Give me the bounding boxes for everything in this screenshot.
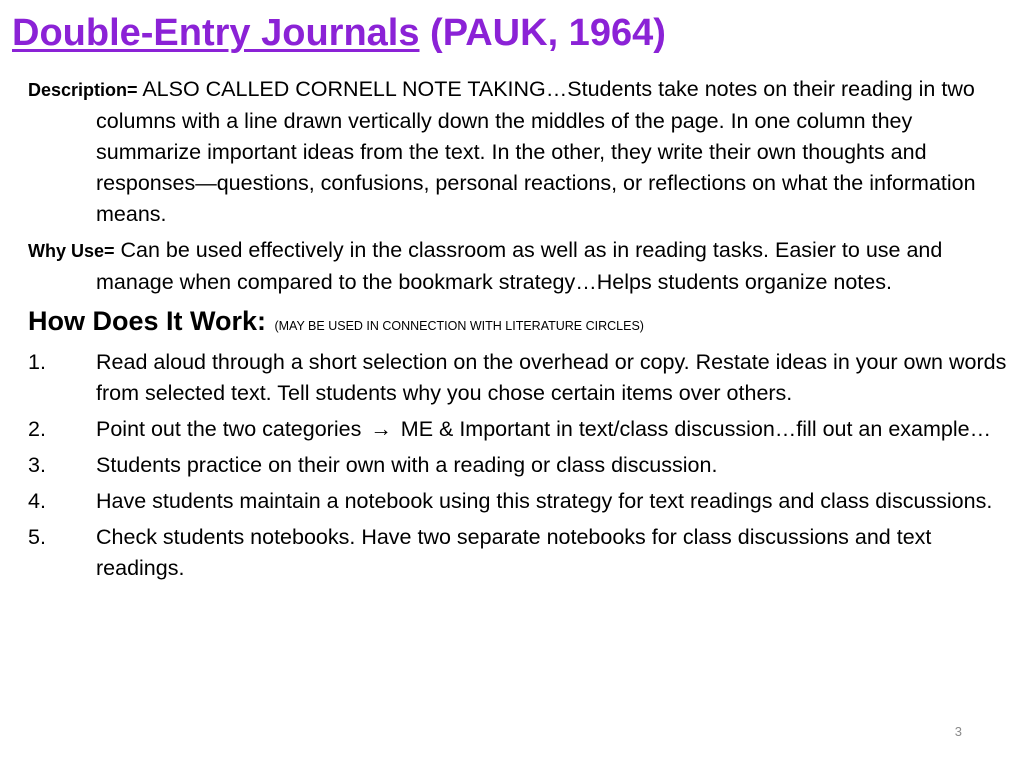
step-text-before-arrow: Point out the two categories xyxy=(96,417,368,441)
step-text-after-arrow: ME & Important in text/class discussion…fill out an example… xyxy=(394,417,992,441)
step-number: 2. xyxy=(28,417,46,441)
step-text: Check students notebooks. Have two separate notebooks for class discussions and text readings. xyxy=(96,525,932,580)
how-it-works-note: (MAY BE USED IN CONNECTION WITH LITERATURE CIRCLES) xyxy=(274,319,644,333)
how-it-works-heading xyxy=(28,304,1013,343)
step-item-2 xyxy=(28,414,1013,445)
page-number: 3 xyxy=(954,724,962,739)
description-paragraph xyxy=(28,74,1013,230)
how-it-works-title: How Does It Work: xyxy=(28,306,267,336)
description-text: ALSO CALLED CORNELL NOTE TAKING…Students take notes on their reading in two columns with a line drawn vertically down the middles of the page. In one column they summarize important ideas from the text. In the other, they write their own thoughts and responses—questions, confusions, personal reactions, or reflections on what the information means. xyxy=(96,77,976,226)
step-number: 4. xyxy=(28,489,46,513)
step-text: Students practice on their own with a reading or class discussion. xyxy=(96,453,718,477)
why-use-label: Why Use= xyxy=(28,241,115,261)
description-label: Description= xyxy=(28,80,138,100)
step-text xyxy=(96,414,1013,445)
step-item-5 xyxy=(28,522,1013,584)
slide-body xyxy=(28,74,1013,589)
step-item-4 xyxy=(28,486,1013,517)
steps-list xyxy=(28,347,1013,584)
slide-title-citation: (PAUK, 1964) xyxy=(419,12,666,54)
step-number: 5. xyxy=(28,525,46,549)
step-item-3 xyxy=(28,450,1013,481)
why-use-text: Can be used effectively in the classroom as well as in reading tasks. Easier to use and manage when compared to the bookmark strategy…Helps students organize notes. xyxy=(96,238,943,294)
step-number: 1. xyxy=(28,350,46,374)
step-item-1 xyxy=(28,347,1013,409)
step-text: Read aloud through a short selection on the overhead or copy. Restate ideas in your own words from selected text. Tell students why you chose certain items over others. xyxy=(96,350,1007,405)
slide-title-main: Double-Entry Journals xyxy=(12,12,420,54)
slide-title xyxy=(12,8,666,58)
step-text: Have students maintain a notebook using this strategy for text readings and class discussions. xyxy=(96,489,993,513)
why-use-paragraph xyxy=(28,235,1013,298)
step-number: 3. xyxy=(28,453,46,477)
right-arrow-icon: → xyxy=(370,417,392,441)
